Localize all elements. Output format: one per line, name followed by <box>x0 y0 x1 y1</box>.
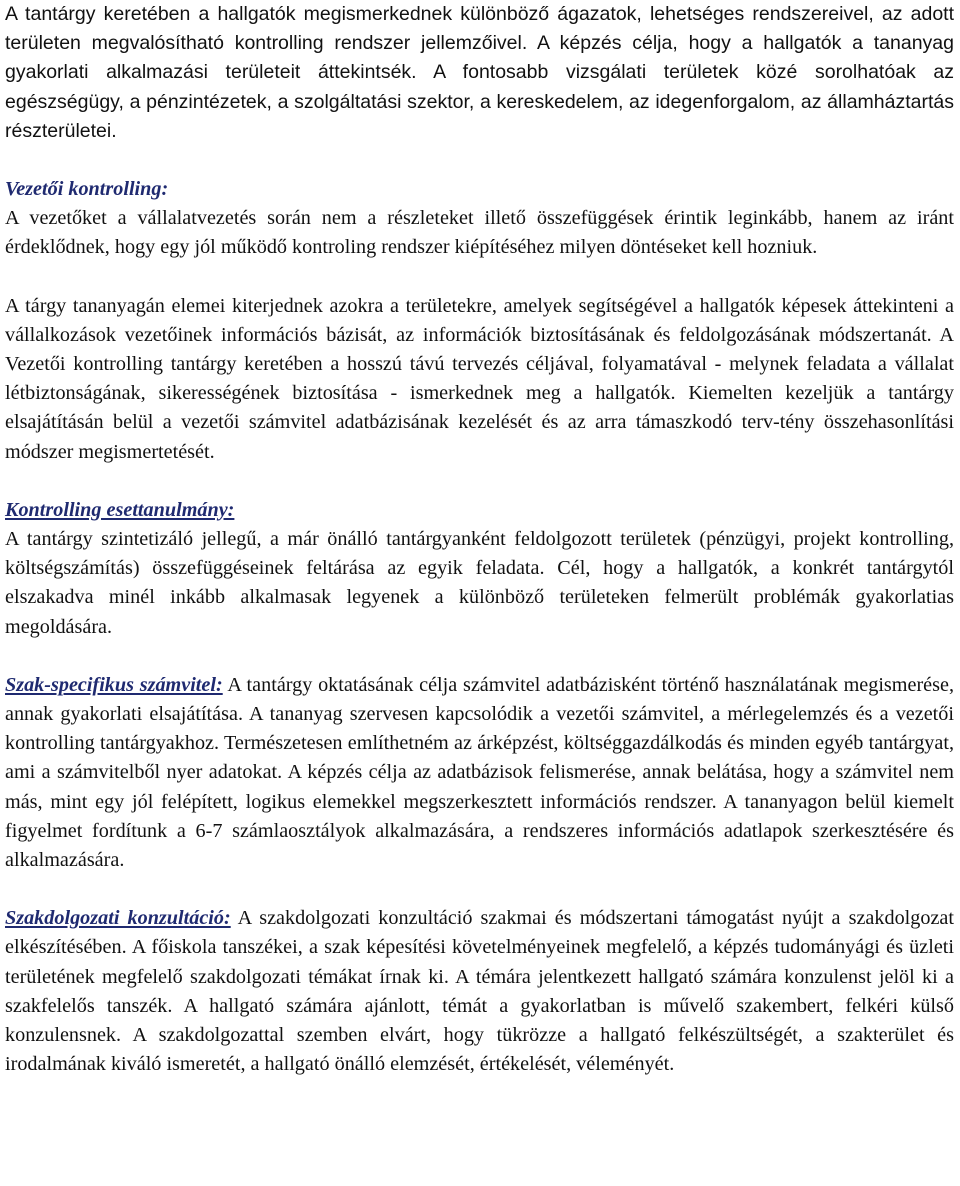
intro-paragraph: A tantárgy keretében a hallgatók megismerkednek különböző ágazatok, lehetséges rendszereivel, az adott területen megvalósítható kontrolling rendszer jellemzőivel. A képzés célja, hogy a hallgatók a tananyag gyakorlati alkalmazási területeit áttekintsék. A fontosabb vizsgálati területek közé sorolhatóak az egészségügy, a pénzintézetek, a szolgáltatási szektor, a kereskedelem, az idegenforgalom, az államháztartás részterületei. <box>5 3 954 142</box>
szakspecifikus-heading: Szak-specifikus számvitel: <box>5 673 223 696</box>
esettanulmany-paragraph: A tantárgy szintetizáló jellegű, a már önálló tantárgyanként feldolgozott területek (pénzügyi, projekt kontrolling, költségszámítás) összefüggéseinek feltárása az egyik feladata. Cél, hogy a hallgatók, a konkrét tantárgytól elszakadva minél inkább alkalmasak legyenek a különböző területeken felmerült problémák gyakorlatias megoldására. <box>5 528 954 638</box>
szakspecifikus-paragraph: A tantárgy oktatásának célja számvitel adatbázisként történő használatának megismerése, annak gyakorlati elsajátítása. A tananyag szervesen kapcsolódik a vezetői számvitel, a mérlegelemzés és a vezetői kontrolling tantárgyakhoz. Természetesen említhetném az árképzést, költséggazdálkodás és minden egyéb tantárgyat, ami a számvitelből nyer adatokat. A képzés célja az adatbázisok felismerése, annak belátása, hogy a számvitel nem más, mint egy jól felépített, logikus elemekkel megszerkesztett információs rendszer. A tananyagon belül kiemelt figyelmet fordítunk a 6-7 számlaosztályok alkalmazására, a rendszeres információs adatlapok szerkesztésére és alkalmazására. <box>5 673 954 872</box>
szakdolgozati-heading: Szakdolgozati konzultáció: <box>5 907 231 930</box>
szakdolgozati-section <box>5 904 954 1079</box>
vezetoi-section <box>5 175 954 263</box>
szakspecifikus-section <box>5 671 954 875</box>
esettanulmany-heading: Kontrolling esettanulmány: <box>5 498 235 521</box>
szakdolgozati-paragraph: A szakdolgozati konzultáció szakmai és módszertani támogatást nyújt a szakdolgozat elkészítésében. A főiskola tanszékei, a szak képesítési követelményeinek megfelelő, a képzés tudományági és üzleti területének megfelelő szakdolgozati témákat írnak ki. A témára jelentkezett hallgató számára konzulenst jelöl ki a szakfelelős tanszék. A hallgató számára ajánlott, témát a gyakorlatban is művelő szakembert, felkéri külső konzulensnek. A szakdolgozattal szemben elvárt, hogy tükrözze a hallgató felkészültségét, a szakterület és irodalmának kiváló ismeretét, a hallgató önálló elemzését, értékelését, véleményét. <box>5 907 954 1076</box>
paragraph-gap <box>5 263 954 292</box>
paragraph-gap <box>5 467 954 496</box>
paragraph-gap <box>5 146 954 175</box>
document-page <box>5 0 954 1080</box>
paragraph-gap <box>5 642 954 671</box>
vezetoi-heading: Vezetői kontrolling: <box>5 178 169 201</box>
vezetoi-paragraph-2: A tárgy tananyagán elemei kiterjednek azokra a területekre, amelyek segítségével a hallgatók képesek áttekinteni a vállalkozások vezetőinek információs bázisát, az információk biztosításának és feldolgozásának módszertanát. A Vezetői kontrolling tantárgy keretében a hosszú távú tervezés céljával, folyamatával - melynek feladata a vállalat létbiztonságának, sikerességének biztosítása - ismerkednek meg a hallgatók. Kiemelten kezeljük a tantárgy elsajátításán belül a vezetői számvitel adatbázisának kezelését és az arra támaszkodó terv-tény összehasonlítási módszer megismertetését. <box>5 294 954 463</box>
vezetoi-paragraph-1: A vezetőket a vállalatvezetés során nem a részleteket illető összefüggések érintik leginkább, hanem az iránt érdeklődnek, hogy egy jól működő kontroling rendszer kiépítéséhez milyen döntéseket kell hozniuk. <box>5 207 954 259</box>
esettanulmany-section <box>5 496 954 642</box>
paragraph-gap <box>5 875 954 904</box>
